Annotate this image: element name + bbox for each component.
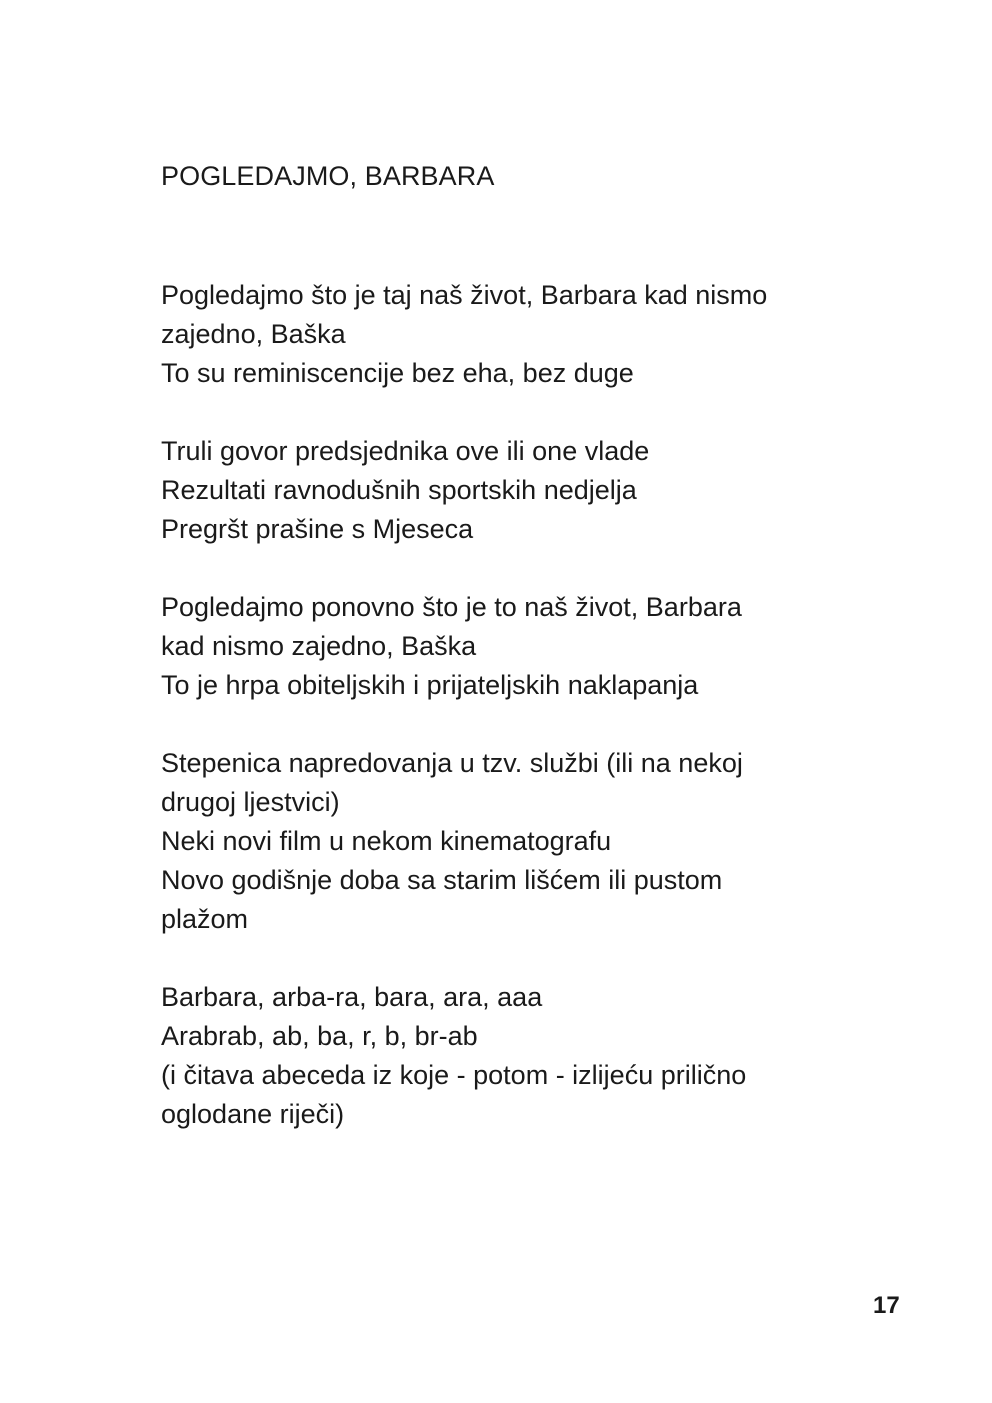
poem-line: plažom [161,904,249,934]
page-number: 17 [873,1292,900,1319]
poem-line: Rezultati ravnodušnih sportskih nedjelja [161,475,637,505]
poem-line: To su reminiscencije bez eha, bez duge [161,358,634,388]
poem-line: drugoj ljestvici) [161,787,340,817]
stanza-3 [161,588,861,705]
poem-line: Novo godišnje doba sa starim lišćem ili pustom [161,865,723,895]
poem-line: Arabrab, ab, ba, r, b, br-ab [161,1021,478,1051]
poem-line: Pogledajmo ponovno što je to naš život, Barbara [161,592,742,622]
poem-title: POGLEDAJMO, BARBARA [161,161,495,191]
stanza-2 [161,432,861,549]
poem-line: Truli govor predsjednika ove ili one vlade [161,436,650,466]
poem-line: (i čitava abeceda iz koje - potom - izlijeću prilično [161,1060,747,1090]
stanza-4 [161,744,861,939]
poem-line: Pregršt prašine s Mjeseca [161,514,474,544]
poem-line: Barbara, arba-ra, bara, ara, aaa [161,982,543,1012]
poem-line: Stepenica napredovanja u tzv. službi (ili na nekoj [161,748,743,778]
poem-line: oglodane riječi) [161,1099,345,1129]
stanza-1 [161,276,861,393]
poem-line: zajedno, Baška [161,319,346,349]
poem-line: Neki novi film u nekom kinematografu [161,826,612,856]
poem-line: kad nismo zajedno, Baška [161,631,477,661]
poem-line: Pogledajmo što je taj naš život, Barbara kad nismo [161,280,768,310]
stanza-5 [161,978,861,1134]
poem-body [161,276,861,1173]
poem-line: To je hrpa obiteljskih i prijateljskih naklapanja [161,670,699,700]
